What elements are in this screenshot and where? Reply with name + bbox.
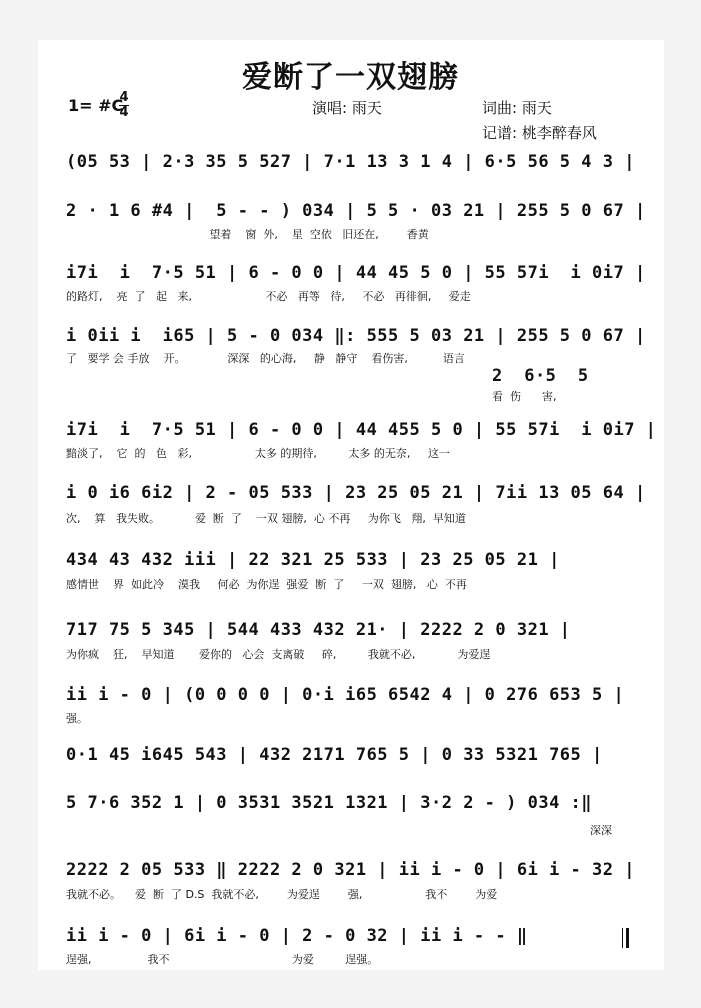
score-line-11: 5 7·6 352 1 | 0 3531 3521 1321 | 3·2 2 - ) 034 :‖ (66, 793, 593, 813)
lyric-line-2: 望着 窗 外, 星 空依 旧还在, 香黄 (66, 228, 429, 241)
lyric-line-12: 我就不必。 爱 断 了 D.S 我就不必, 为爱逞 强, 我不 为爱 (66, 888, 498, 901)
score-line-13: ii i - 0 | 6i i - 0 | 2 - 0 32 | ii i - - ‖ (66, 926, 528, 946)
lyric-line-8: 为你疯 狂, 早知道 爱你的 心会 支离破 碎, 我就不必, 为爱逞 (66, 648, 491, 661)
lyric-line-3: 的路灯, 亮 了 起 来, 不必 再等 待, 不必 再徘徊, 爱走 (66, 290, 471, 303)
score-line-8: 717 75 5 345 | 544 433 432 21· | 2222 2 0 321 | (66, 620, 571, 640)
score-line-4: i 0ii i i65 | 5 - 0 034 ‖: 555 5 03 21 | 255 5 0 67 | (66, 326, 646, 346)
final-barline-thin (622, 928, 623, 948)
score-page (38, 40, 664, 970)
lyric-line-4: 了 要学 会 手放 开。 深深 的心海, 静 静守 看伤害, 语言 (66, 352, 465, 365)
lyric-line-11: 深深 (590, 824, 612, 837)
time-signature (119, 92, 129, 119)
lyric-line-5: 黯淡了, 它 的 色 彩, 太多 的期待, 太多 的无奈, 这一 (66, 447, 450, 460)
lyric-line-6: 次, 算 我失败。 爱 断 了 一双 翅膀, 心 不再 为你飞 翔, 早知道 (66, 512, 466, 525)
score-line-3: i7i i 7·5 51 | 6 - 0 0 | 44 45 5 0 | 55 57i i 0i7 | (66, 263, 646, 283)
score-line-9: ii i - 0 | (0 0 0 0 | 0·i i65 6542 4 | 0 276 653 5 | (66, 685, 625, 705)
score-line-2: 2 · 1 6 #4 | 5 - - ) 034 | 5 5 · 03 21 | 255 5 0 67 | (66, 201, 646, 221)
time-signature-top: 4 (119, 90, 129, 105)
score-line-7: 434 43 432 iii | 22 321 25 533 | 23 25 05 21 | (66, 550, 560, 570)
final-barline-thick (626, 928, 629, 948)
lyric-line-7: 感情世 界 如此冷 漠我 何必 为你逞 强爱 断 了 一双 翅膀, 心 不再 (66, 578, 467, 591)
score-line-6: i 0 i6 6i2 | 2 - 05 533 | 23 25 05 21 | 7ii 13 05 64 | (66, 483, 646, 503)
transcriber-credit: 记谱: 桃李醉春风 (482, 124, 597, 142)
score-line-12: 2222 2 05 533 ‖ 2222 2 0 321 | ii i - 0 | 6i i - 32 | (66, 860, 635, 880)
lyric-line-4-alt: 看 伤 害, (492, 390, 557, 403)
lyric-line-13: 逞强, 我不 为爱 逞强。 (66, 953, 379, 966)
score-line-5: i7i i 7·5 51 | 6 - 0 0 | 44 455 5 0 | 55 57i i 0i7 | (66, 420, 657, 440)
score-line-4-alt: 2 6·5 5 (492, 366, 589, 386)
song-title: 爱断了一双翅膀 (242, 60, 459, 95)
key-signature: 1= #C (68, 96, 124, 115)
singer-credit: 演唱: 雨天 (312, 99, 382, 117)
lyric-line-9: 强。 (66, 712, 88, 725)
composer-credit: 词曲: 雨天 (482, 99, 552, 117)
time-signature-bottom: 4 (119, 105, 129, 120)
score-line-1: (05 53 | 2·3 35 5 527 | 7·1 13 3 1 4 | 6·5 56 5 4 3 | (66, 152, 635, 172)
score-line-10: 0·1 45 i645 543 | 432 2171 765 5 | 0 33 5321 765 | (66, 745, 603, 765)
